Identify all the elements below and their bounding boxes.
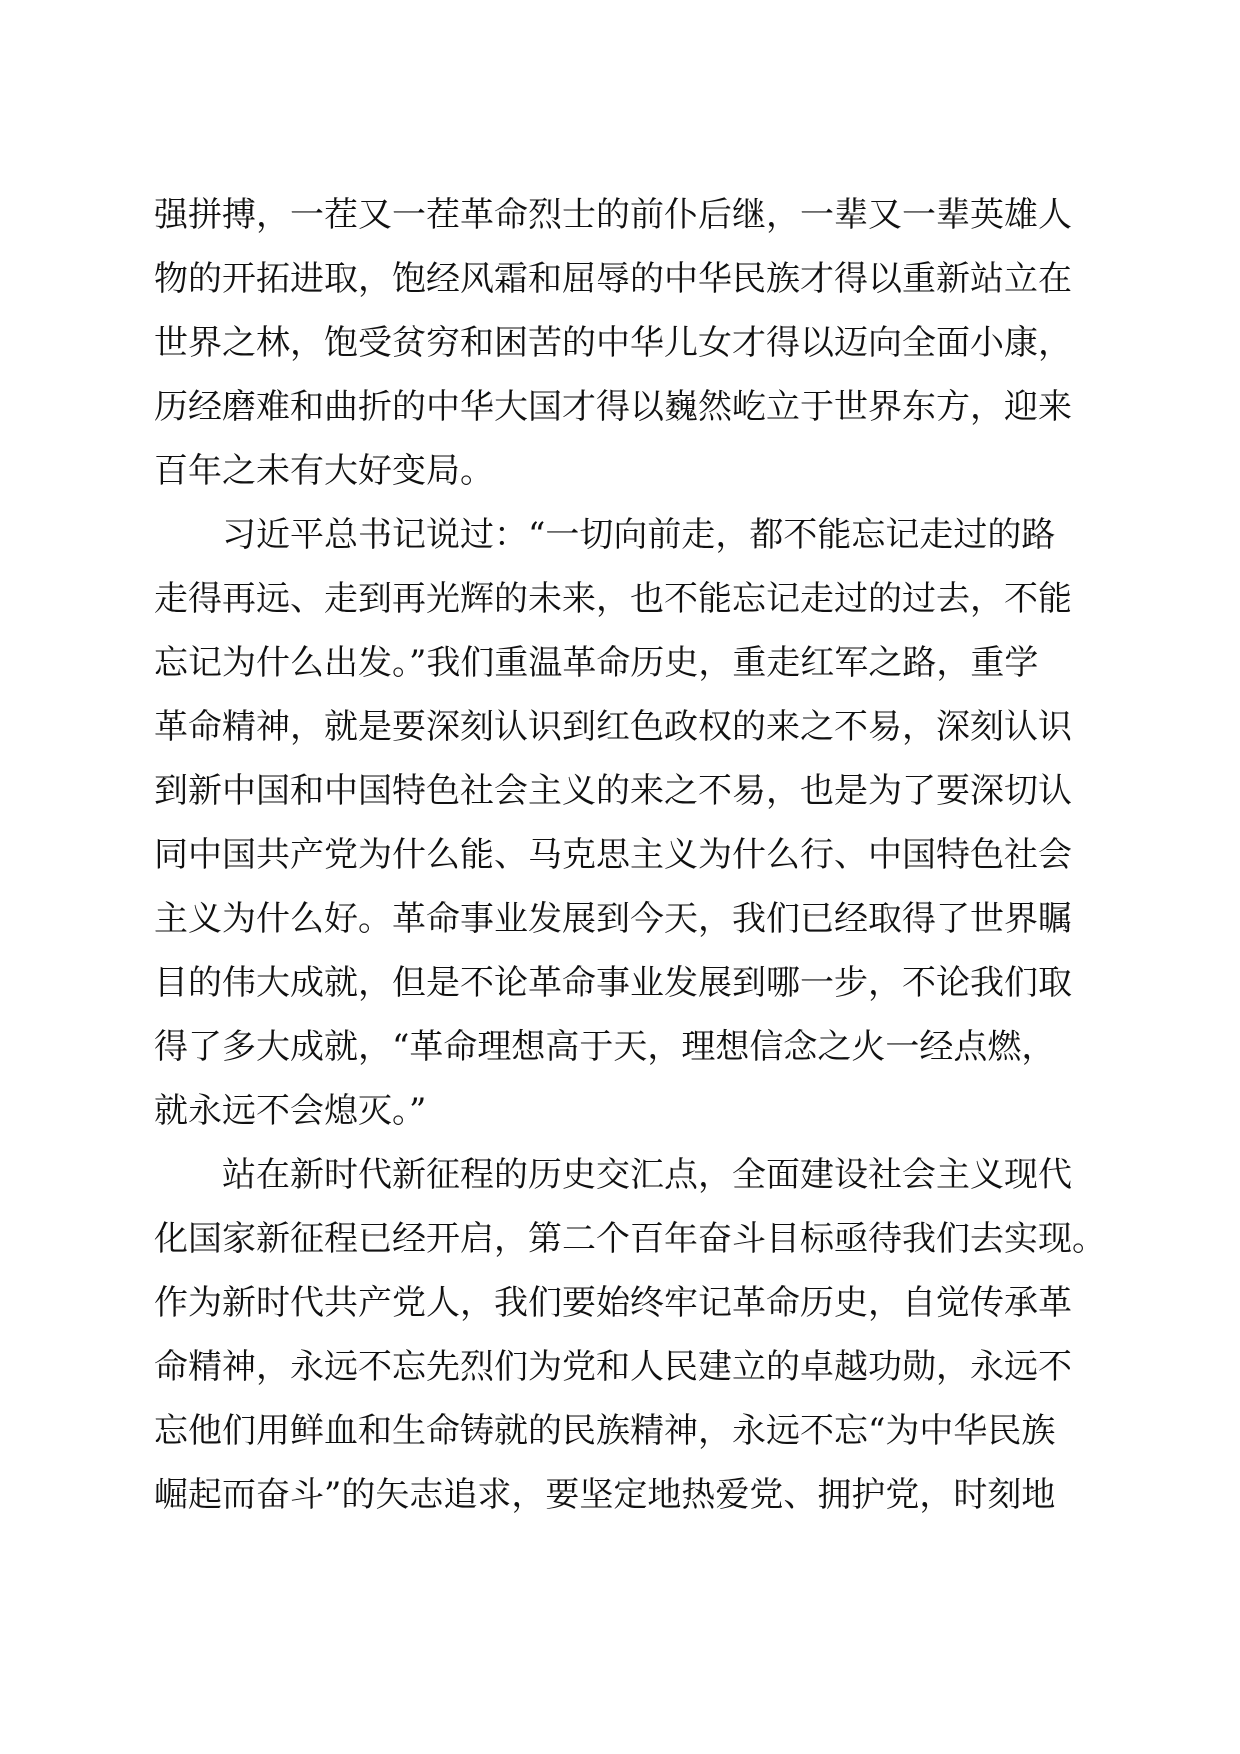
text-line: 强拼搏，一茬又一茬革命烈士的前仆后继，一辈又一辈英雄人 bbox=[154, 195, 1072, 235]
text-line: 目的伟大成就，但是不论革命事业发展到哪一步，不论我们取 bbox=[154, 963, 1072, 1003]
text-line: 百年之未有大好变局。 bbox=[154, 451, 494, 491]
text-line: 作为新时代共产党人，我们要始终牢记革命历史，自觉传承革 bbox=[154, 1283, 1072, 1323]
text-line: 同中国共产党为什么能、马克思主义为什么行、中国特色社会 bbox=[154, 835, 1072, 875]
text-line: 走得再远、走到再光辉的未来，也不能忘记走过的过去，不能 bbox=[154, 579, 1072, 619]
text-line: 化国家新征程已经开启，第二个百年奋斗目标亟待我们去实现。 bbox=[154, 1219, 1106, 1259]
paragraph-first-line: 站在新时代新征程的历史交汇点，全面建设社会主义现代 bbox=[222, 1155, 1072, 1195]
text-line: 到新中国和中国特色社会主义的来之不易，也是为了要深切认 bbox=[154, 771, 1072, 811]
text-line: 主义为什么好。革命事业发展到今天，我们已经取得了世界瞩 bbox=[154, 899, 1072, 939]
text-line: 崛起而奋斗”的矢志追求，要坚定地热爱党、拥护党，时刻地 bbox=[154, 1475, 1056, 1515]
text-line: 世界之林，饱受贫穷和困苦的中华儿女才得以迈向全面小康， bbox=[154, 323, 1072, 363]
text-line: 物的开拓进取，饱经风霜和屈辱的中华民族才得以重新站立在 bbox=[154, 259, 1072, 299]
body-text bbox=[154, 183, 1106, 1527]
text-line: 得了多大成就，“革命理想高于天，理想信念之火一经点燃， bbox=[154, 1027, 1056, 1067]
text-line: 忘他们用鲜血和生命铸就的民族精神，永远不忘“为中华民族 bbox=[154, 1411, 1056, 1451]
text-line: 命精神，永远不忘先烈们为党和人民建立的卓越功勋，永远不 bbox=[154, 1347, 1072, 1387]
text-line: 革命精神，就是要深刻认识到红色政权的来之不易，深刻认识 bbox=[154, 707, 1072, 747]
text-line: 就永远不会熄灭。” bbox=[154, 1091, 427, 1131]
text-line: 历经磨难和曲折的中华大国才得以巍然屹立于世界东方，迎来 bbox=[154, 387, 1072, 427]
text-line: 忘记为什么出发。”我们重温革命历史，重走红军之路，重学 bbox=[154, 643, 1039, 683]
paragraph-first-line: 习近平总书记说过：“一切向前走，都不能忘记走过的路 bbox=[222, 515, 1056, 555]
